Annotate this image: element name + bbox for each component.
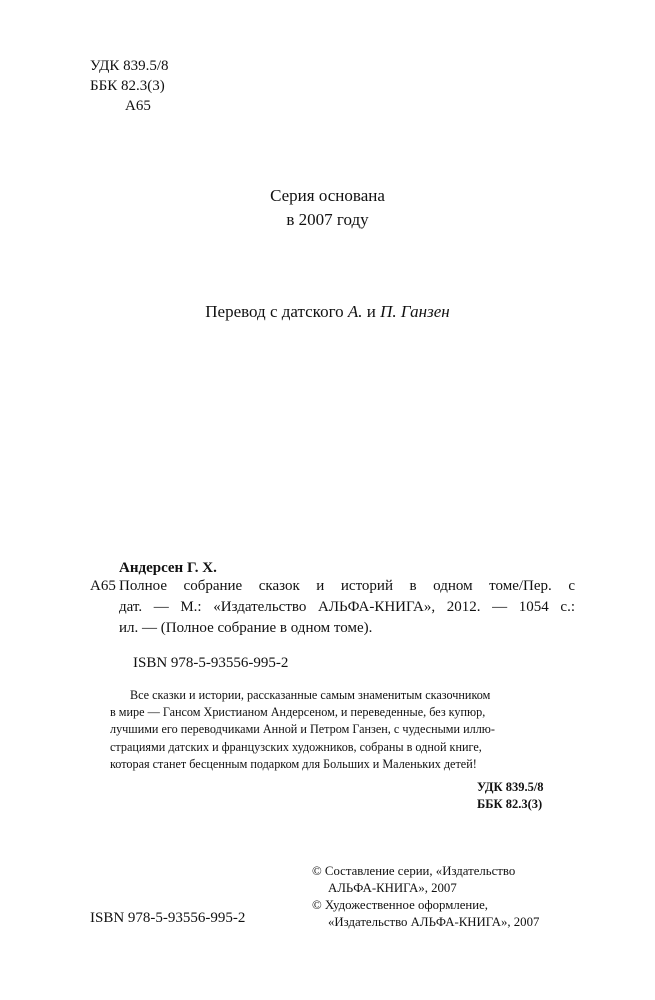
catalog-line-1: Полное собрание сказок и историй в одном томе/Пер. с [119,578,575,594]
annotation-line-4: страциями датских и французских художников, собраны в одной книге, [110,739,482,754]
annotation [110,687,565,773]
translation-prefix: Перевод с датского [205,302,348,321]
catalog-line-3: ил. — (Полное собрание в одном томе). [119,620,373,636]
annotation-line-3: лучшими его переводчиками Анной и Петром Ганзен, с чудесными иллю- [110,722,495,737]
series-note [0,184,655,232]
series-line-2: в 2007 году [286,210,369,229]
translation-credit [0,300,655,324]
catalog-entry [90,576,575,639]
bbk-code-bottom: ББК 82.3(3) [477,797,543,811]
copyright-line-1: © Составление серии, «Издательство [312,864,516,878]
classification-header [90,56,169,116]
copyright-notice [312,863,539,931]
copyright-line-4: «Издательство АЛЬФА-КНИГА», 2007 [328,915,540,929]
bbk-code: ББК 82.3(3) [90,78,165,94]
copyright-line-3: © Художественное оформление, [312,898,488,912]
udk-code: УДК 839.5/8 [90,58,169,74]
udk-code-bottom: УДК 839.5/8 [477,780,544,794]
annotation-line-5: которая станет бесценным подарком для Больших и Маленьких детей! [110,756,477,771]
catalog-line-2: дат. — М.: «Издательство АЛЬФА-КНИГА», 2012. — 1054 с.: [119,599,575,615]
translation-conj: и [362,302,381,321]
catalog-description [119,576,575,639]
annotation-line-2: в мире — Гансом Христианом Андерсеном, и переведенные, без купюр, [110,705,486,720]
catalog-code: А65 [90,578,116,594]
catalog-author: Андерсен Г. Х. [119,560,217,576]
classification-footer [477,779,544,813]
isbn-footer: ISBN 978-5-93556-995-2 [90,910,246,926]
author-mark: А65 [125,98,151,114]
translator-1: А. [347,302,363,321]
annotation-line-1: Все сказки и истории, рассказанные самым знаменитым сказочником [130,688,491,702]
translator-2: П. Ганзен [380,302,450,321]
series-line-1: Серия основана [270,186,385,205]
copyright-line-2: АЛЬФА-КНИГА», 2007 [328,881,457,895]
catalog-isbn: ISBN 978-5-93556-995-2 [133,655,289,671]
